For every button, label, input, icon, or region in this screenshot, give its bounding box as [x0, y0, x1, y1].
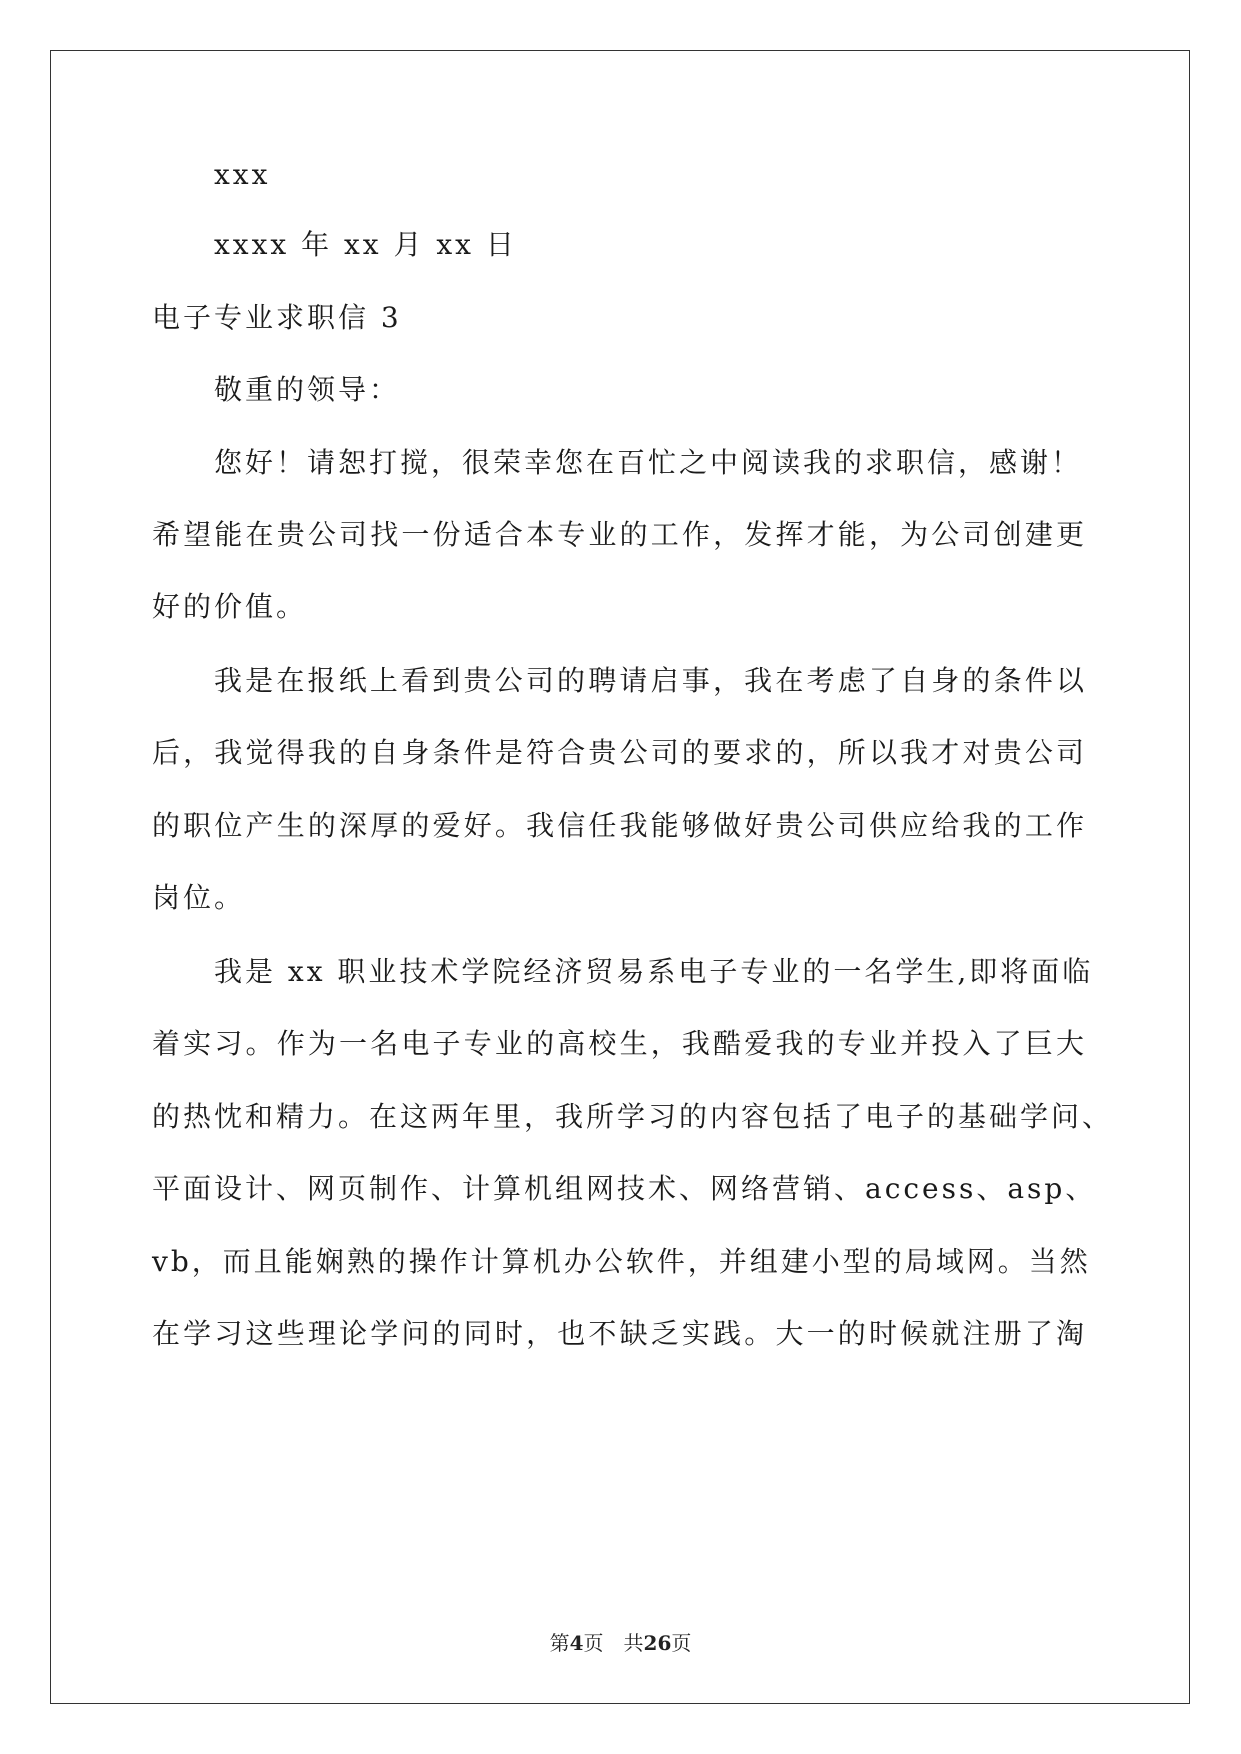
- letter-title: 电子专业求职信 3: [152, 301, 402, 334]
- total-page-count: 26: [643, 1631, 672, 1655]
- paragraph-line: 您好！请恕打搅，很荣幸您在百忙之中阅读我的求职信，感谢！: [214, 446, 1083, 479]
- paragraph-line: 平面设计、网页制作、计算机组网技术、网络营销、access、asp、: [152, 1172, 1097, 1205]
- paragraph-line: 我是 xx 职业技术学院经济贸易系电子专业的一名学生,即将面临: [214, 955, 1094, 988]
- current-page-number: 4: [569, 1631, 584, 1655]
- page-footer: [0, 1630, 1241, 1656]
- paragraph-line: 后，我觉得我的自身条件是符合贵公司的要求的，所以我才对贵公司: [152, 736, 1087, 769]
- paragraph-line: 希望能在贵公司找一份适合本专业的工作，发挥才能，为公司创建更: [152, 518, 1087, 551]
- paragraph-line: 岗位。: [152, 881, 246, 914]
- paragraph-line: 在学习这些理论学问的同时，也不缺乏实践。大一的时候就注册了淘: [152, 1317, 1087, 1350]
- paragraph-line: 的热忱和精力。在这两年里，我所学习的内容包括了电子的基础学问、: [152, 1100, 1114, 1133]
- paragraph-line: 好的价值。: [152, 590, 308, 623]
- footer-total-word: 页: [671, 1631, 692, 1655]
- paragraph-line: 我是在报纸上看到贵公司的聘请启事，我在考虑了自身的条件以: [214, 664, 1087, 697]
- footer-total-prefix: 共: [623, 1631, 644, 1655]
- footer-prefix: 第: [549, 1631, 570, 1655]
- letter-salutation: 敬重的领导：: [214, 373, 401, 406]
- paragraph-line: 着实习。作为一名电子专业的高校生，我酷爱我的专业并投入了巨大: [152, 1027, 1087, 1060]
- footer-page-word: 页: [583, 1631, 604, 1655]
- paragraph-line: vb，而且能娴熟的操作计算机办公软件，并组建小型的局域网。当然: [152, 1245, 1091, 1278]
- paragraph-line: 的职位产生的深厚的爱好。我信任我能够做好贵公司供应给我的工作: [152, 809, 1087, 842]
- signature-name: xxx: [214, 158, 271, 191]
- signature-date: xxxx 年 xx 月 xx 日: [214, 228, 517, 261]
